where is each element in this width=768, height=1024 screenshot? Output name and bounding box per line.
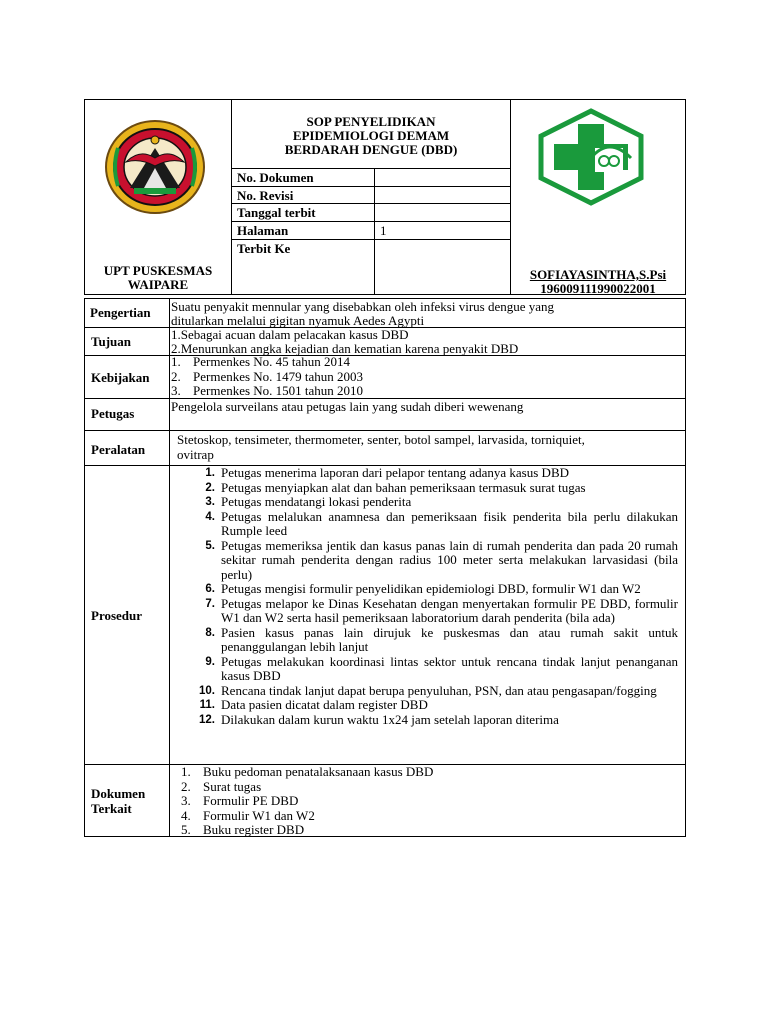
tujuan-line2: 2.Menurunkan angka kejadian dan kematian karena penyakit DBD	[171, 341, 519, 356]
list-item-text: Pasien kasus panas lain dirujuk ke puskesmas dan atau rumah sakit untuk penanggulangan lebih lanjut	[221, 624, 678, 654]
list-item	[171, 370, 363, 385]
tujuan-line1: 1.Sebagai acuan dalam pelacakan kasus DBD	[171, 327, 409, 342]
list-item	[195, 481, 678, 496]
puskesmas-cross-logo-icon	[535, 108, 647, 206]
list-item-text: Permenkes No. 1501 tahun 2010	[193, 383, 364, 398]
label-prosedur: Prosedur	[91, 608, 143, 623]
regional-emblem-icon	[104, 118, 206, 216]
list-item-text: Petugas menyiapkan alat dan bahan pemeriksaan termasuk surat tugas	[221, 479, 586, 495]
document-title-line3: BERDARAH DENGUE (DBD)	[284, 142, 458, 157]
list-item-text: Buku pedoman penatalaksanaan kasus DBD	[203, 764, 434, 779]
peralatan-line1: Stetoskop, tensimeter, thermometer, senter, botol sampel, larvasida, torniquiet,	[177, 432, 585, 447]
list-item	[195, 626, 678, 655]
list-item	[195, 713, 678, 728]
list-item-text: Surat tugas	[203, 778, 262, 794]
org-name-line1: UPT PUSKESMAS	[103, 263, 213, 278]
list-item-text: Permenkes No. 1479 tahun 2003	[193, 368, 364, 384]
meta-label-halaman: Halaman	[237, 223, 289, 238]
dokumen-list	[181, 765, 433, 838]
label-tujuan: Tujuan	[91, 334, 131, 349]
kebijakan-list	[171, 355, 363, 399]
label-petugas: Petugas	[91, 406, 135, 421]
list-item-number: 6.	[205, 583, 215, 595]
list-item-number: 3.	[181, 793, 191, 808]
list-item-number: 2.	[181, 778, 191, 794]
list-item	[181, 823, 433, 838]
list-item	[181, 809, 433, 824]
list-item-number: 3.	[205, 496, 215, 508]
petugas-text: Pengelola surveilans atau petugas lain yang sudah diberi wewenang	[171, 399, 524, 414]
signer-nip: 196009111990022001	[540, 281, 656, 296]
document-title-line2: EPIDEMIOLOGI DEMAM	[292, 128, 450, 143]
peralatan-line2: ovitrap	[177, 447, 214, 462]
label-pengertian: Pengertian	[90, 305, 151, 320]
list-item-text: Data pasien dicatat dalam register DBD	[221, 697, 428, 712]
list-item	[195, 495, 678, 510]
label-dokumen-line2: Terkait	[91, 801, 132, 816]
list-item-number: 2.	[205, 481, 215, 494]
list-item	[195, 539, 678, 583]
list-item-text: Buku register DBD	[203, 822, 305, 837]
meta-label-tanggal-terbit: Tanggal terbit	[237, 205, 316, 220]
label-kebijakan: Kebijakan	[91, 370, 150, 385]
list-item	[195, 655, 678, 684]
list-item	[171, 355, 363, 370]
meta-label-terbit-ke: Terbit Ke	[237, 241, 291, 256]
list-item	[195, 510, 678, 539]
list-item-number: 5.	[181, 822, 191, 837]
list-item-text: Formulir W1 dan W2	[203, 807, 315, 823]
pengertian-line1: Suatu penyakit mennular yang disebabkan oleh infeksi virus dengue yang	[171, 299, 555, 314]
list-item-number: 2.	[171, 368, 181, 384]
prosedur-list	[195, 466, 678, 727]
list-item-number: 11.	[199, 699, 215, 711]
list-item-text: Rencana tindak lanjut dapat berupa penyuluhan, PSN, dan atau pengasapan/fogging	[221, 682, 657, 698]
list-item-text: Permenkes No. 45 tahun 2014	[193, 354, 351, 369]
list-item-number: 1.	[171, 354, 181, 369]
meta-label-no-revisi: No. Revisi	[237, 188, 294, 203]
signer-name: SOFIAYASINTHA,S.Psi	[529, 267, 667, 282]
list-item-text: Petugas mendatangi lokasi penderita	[221, 494, 412, 509]
list-item	[181, 794, 433, 809]
meta-label-no-dokumen: No. Dokumen	[237, 170, 314, 185]
list-item	[195, 684, 678, 699]
list-item-text: Petugas menerima laporan dari pelapor tentang adanya kasus DBD	[221, 465, 569, 480]
label-dokumen-line1: Dokumen	[91, 786, 146, 801]
list-item-text: Petugas melakukan koordinasi lintas sektor untuk rencana tindak lanjut penanganan kasus DBD	[221, 653, 678, 683]
list-item-number: 8.	[205, 626, 215, 639]
list-item-number: 4.	[181, 807, 191, 823]
list-item-number: 5.	[205, 539, 215, 552]
list-item-number: 4.	[205, 510, 215, 523]
label-peralatan: Peralatan	[91, 442, 146, 457]
list-item-number: 7.	[205, 597, 215, 610]
meta-value-halaman: 1	[380, 223, 387, 238]
list-item-text: Petugas melalukan anamnesa dan pemeriksaan fisik penderita bila perlu dilakukan Rumple leed	[221, 508, 678, 538]
list-item-number: 10.	[199, 684, 215, 697]
document-title-line1: SOP PENYELIDIKAN	[306, 114, 436, 129]
pengertian-line2: ditularkan melalui gigitan nyamuk Aedes Agypti	[171, 313, 425, 328]
list-item-number: 1.	[205, 467, 215, 479]
list-item	[195, 582, 678, 597]
list-item-text: Petugas memeriksa jentik dan kasus panas lain di rumah penderita dan pada 20 rumah sekitar rumah penderita dengan radius 100 meter serta melakukan larvasidasi (bila perlu)	[221, 537, 678, 582]
list-item	[181, 780, 433, 795]
list-item-number: 9.	[205, 655, 215, 668]
list-item	[181, 765, 433, 780]
list-item-number: 3.	[171, 383, 181, 398]
list-item-text: Formulir PE DBD	[203, 793, 299, 808]
list-item-number: 1.	[181, 764, 191, 779]
list-item-number: 12.	[199, 713, 215, 726]
list-item	[195, 698, 678, 713]
list-item-text: Dilakukan dalam kurun waktu 1x24 jam setelah laporan diterima	[221, 711, 559, 727]
list-item	[195, 466, 678, 481]
list-item	[195, 597, 678, 626]
list-item-text: Petugas mengisi formulir penyelidikan epidemiologi DBD, formulir W1 dan W2	[221, 581, 641, 596]
list-item-text: Petugas melapor ke Dinas Kesehatan dengan menyertakan formulir PE DBD, formulir W1 dan W2 serta hasil pemeriksaan laboratorium darah penderita (bila ada)	[221, 595, 678, 625]
org-name-line2: WAIPARE	[127, 277, 189, 292]
list-item	[171, 384, 363, 399]
